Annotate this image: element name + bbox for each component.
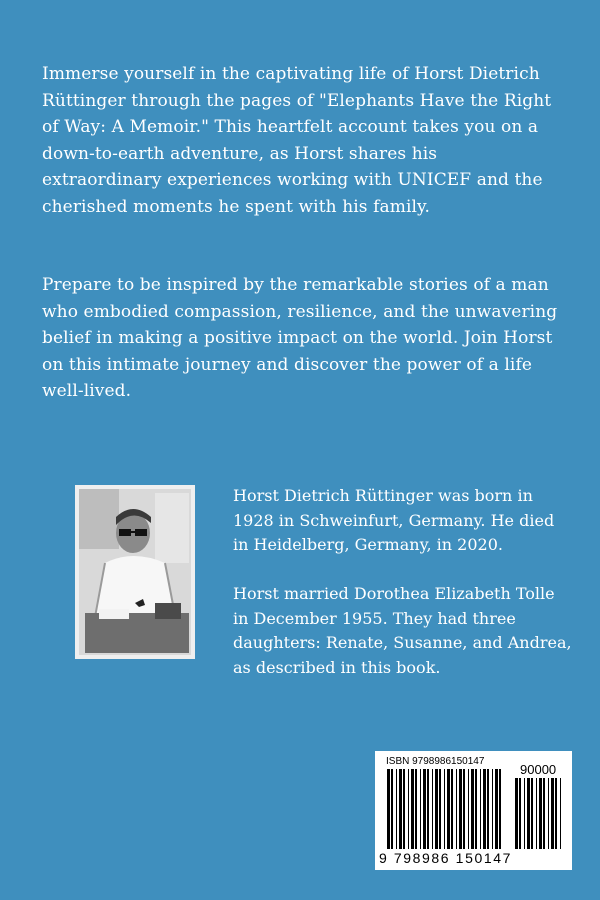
author-bio-paragraph-2: Horst married Dorothea Elizabeth Tolle in December 1955. They had three daughters: Renate, Susanne, and Andrea, as described in this book. [233, 584, 572, 677]
isbn-barcode [375, 751, 572, 870]
isbn-digits: 9 798986 150147 [379, 850, 512, 866]
description-paragraph-2: Prepare to be inspired by the remarkable stories of a man who embodied compassion, resilience, and the unwavering belief in making a positive impact on the world. Join Horst on this intimate journey and discover the power of a life well-lived. [42, 275, 558, 401]
description-paragraph-1: Immerse yourself in the captivating life of Horst Dietrich Rüttinger through the pages of "Elephants Have the Right of Way: A Memoir." This heartfelt account takes you on a down-to-earth adventure, as Horst shares his extraordinary experiences working with UNICEF and the cherished moments he spent with his family. [42, 64, 552, 217]
author-bio-paragraph-1: Horst Dietrich Rüttinger was born in 1928 in Schweinfurt, Germany. He died in Heidelberg, Germany, in 2020. [233, 486, 555, 554]
isbn-label: ISBN 9798986150147 [386, 756, 485, 767]
author-photo [75, 485, 195, 659]
price-code: 90000 [520, 762, 557, 777]
